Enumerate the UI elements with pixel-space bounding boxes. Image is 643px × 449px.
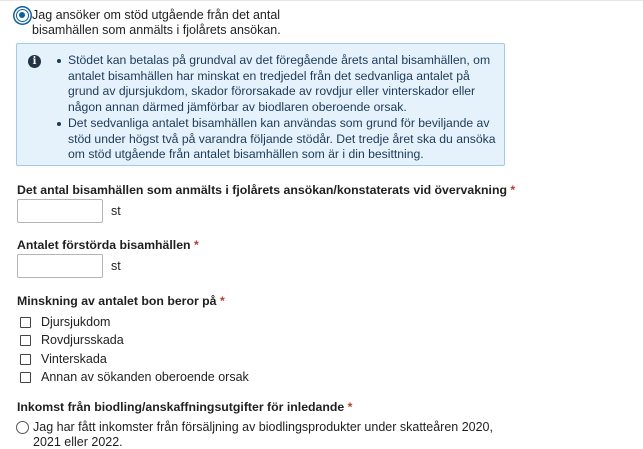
checkbox-predator[interactable] <box>20 333 124 347</box>
radio-use-last-year[interactable] <box>16 8 346 38</box>
checkbox-box[interactable] <box>20 372 31 383</box>
checkbox-label: Rovdjursskada <box>41 333 124 347</box>
radio-button[interactable] <box>16 421 29 434</box>
destroyed-count-input[interactable] <box>17 254 103 278</box>
checkbox-box[interactable] <box>20 354 31 365</box>
required-marker: * <box>219 294 225 308</box>
info-box <box>16 43 505 166</box>
radio-income-sales-label: Jag har fått inkomster från försäljning av biodlingsprodukter under skatteåren 2020, 2021 eller 2022. <box>33 420 493 449</box>
checkbox-disease[interactable] <box>20 315 110 329</box>
info-bullet: Det sedvanliga antalet bisamhällen kan användas som grund för beviljande av stöd under högst två på varandra följande stödår. Det tredje året ska du ansöka om stöd utgående från antalet bisamhällen som är i din besittning. <box>56 116 496 163</box>
checkbox-box[interactable] <box>20 335 31 346</box>
unit-label: st <box>111 259 121 273</box>
field-last-year-text: Det antal bisamhällen som anmälts i fjolårets ansökan/konstaterats vid övervakning <box>17 183 507 197</box>
info-icon: i <box>28 55 41 68</box>
field-destroyed-label <box>17 238 199 252</box>
checkbox-label: Annan av sökanden oberoende orsak <box>41 370 249 384</box>
reason-label <box>17 294 225 308</box>
radio-button-checked[interactable] <box>16 9 29 22</box>
required-marker: * <box>510 183 516 197</box>
info-bullet: Stödet kan betalas på grundval av det föregående årets antal bisamhällen, om antalet bisamhällen har minskat en tredjedel från det sedvanliga antalet på grund av djursjukdom, skador förorsakade av rovdjur eller vinterskador eller någon annan därmed jämförbar av biodlaren oberoende orsak. <box>56 53 496 115</box>
checkbox-label: Vinterskada <box>41 352 107 366</box>
required-marker: * <box>347 400 353 414</box>
unit-label: st <box>111 204 121 218</box>
required-marker: * <box>193 238 199 252</box>
top-divider <box>0 0 643 1</box>
info-list <box>56 53 496 164</box>
income-label <box>17 400 352 414</box>
checkbox-other[interactable] <box>20 370 249 384</box>
checkbox-box[interactable] <box>20 317 31 328</box>
checkbox-label: Djursjukdom <box>41 315 111 329</box>
checkbox-winter[interactable] <box>20 352 107 366</box>
last-year-count-input[interactable] <box>17 199 103 223</box>
income-text: Inkomst från biodling/anskaffningsutgifter för inledande <box>17 400 345 414</box>
radio-use-last-year-label: Jag ansöker om stöd utgående från det antal bisamhällen som anmälts i fjolårets ansökan. <box>32 8 281 37</box>
field-destroyed-text: Antalet förstörda bisamhällen <box>17 238 191 252</box>
reason-text: Minskning av antalet bon beror på <box>17 294 217 308</box>
field-last-year-label <box>17 183 515 197</box>
radio-income-sales[interactable] <box>16 420 496 449</box>
